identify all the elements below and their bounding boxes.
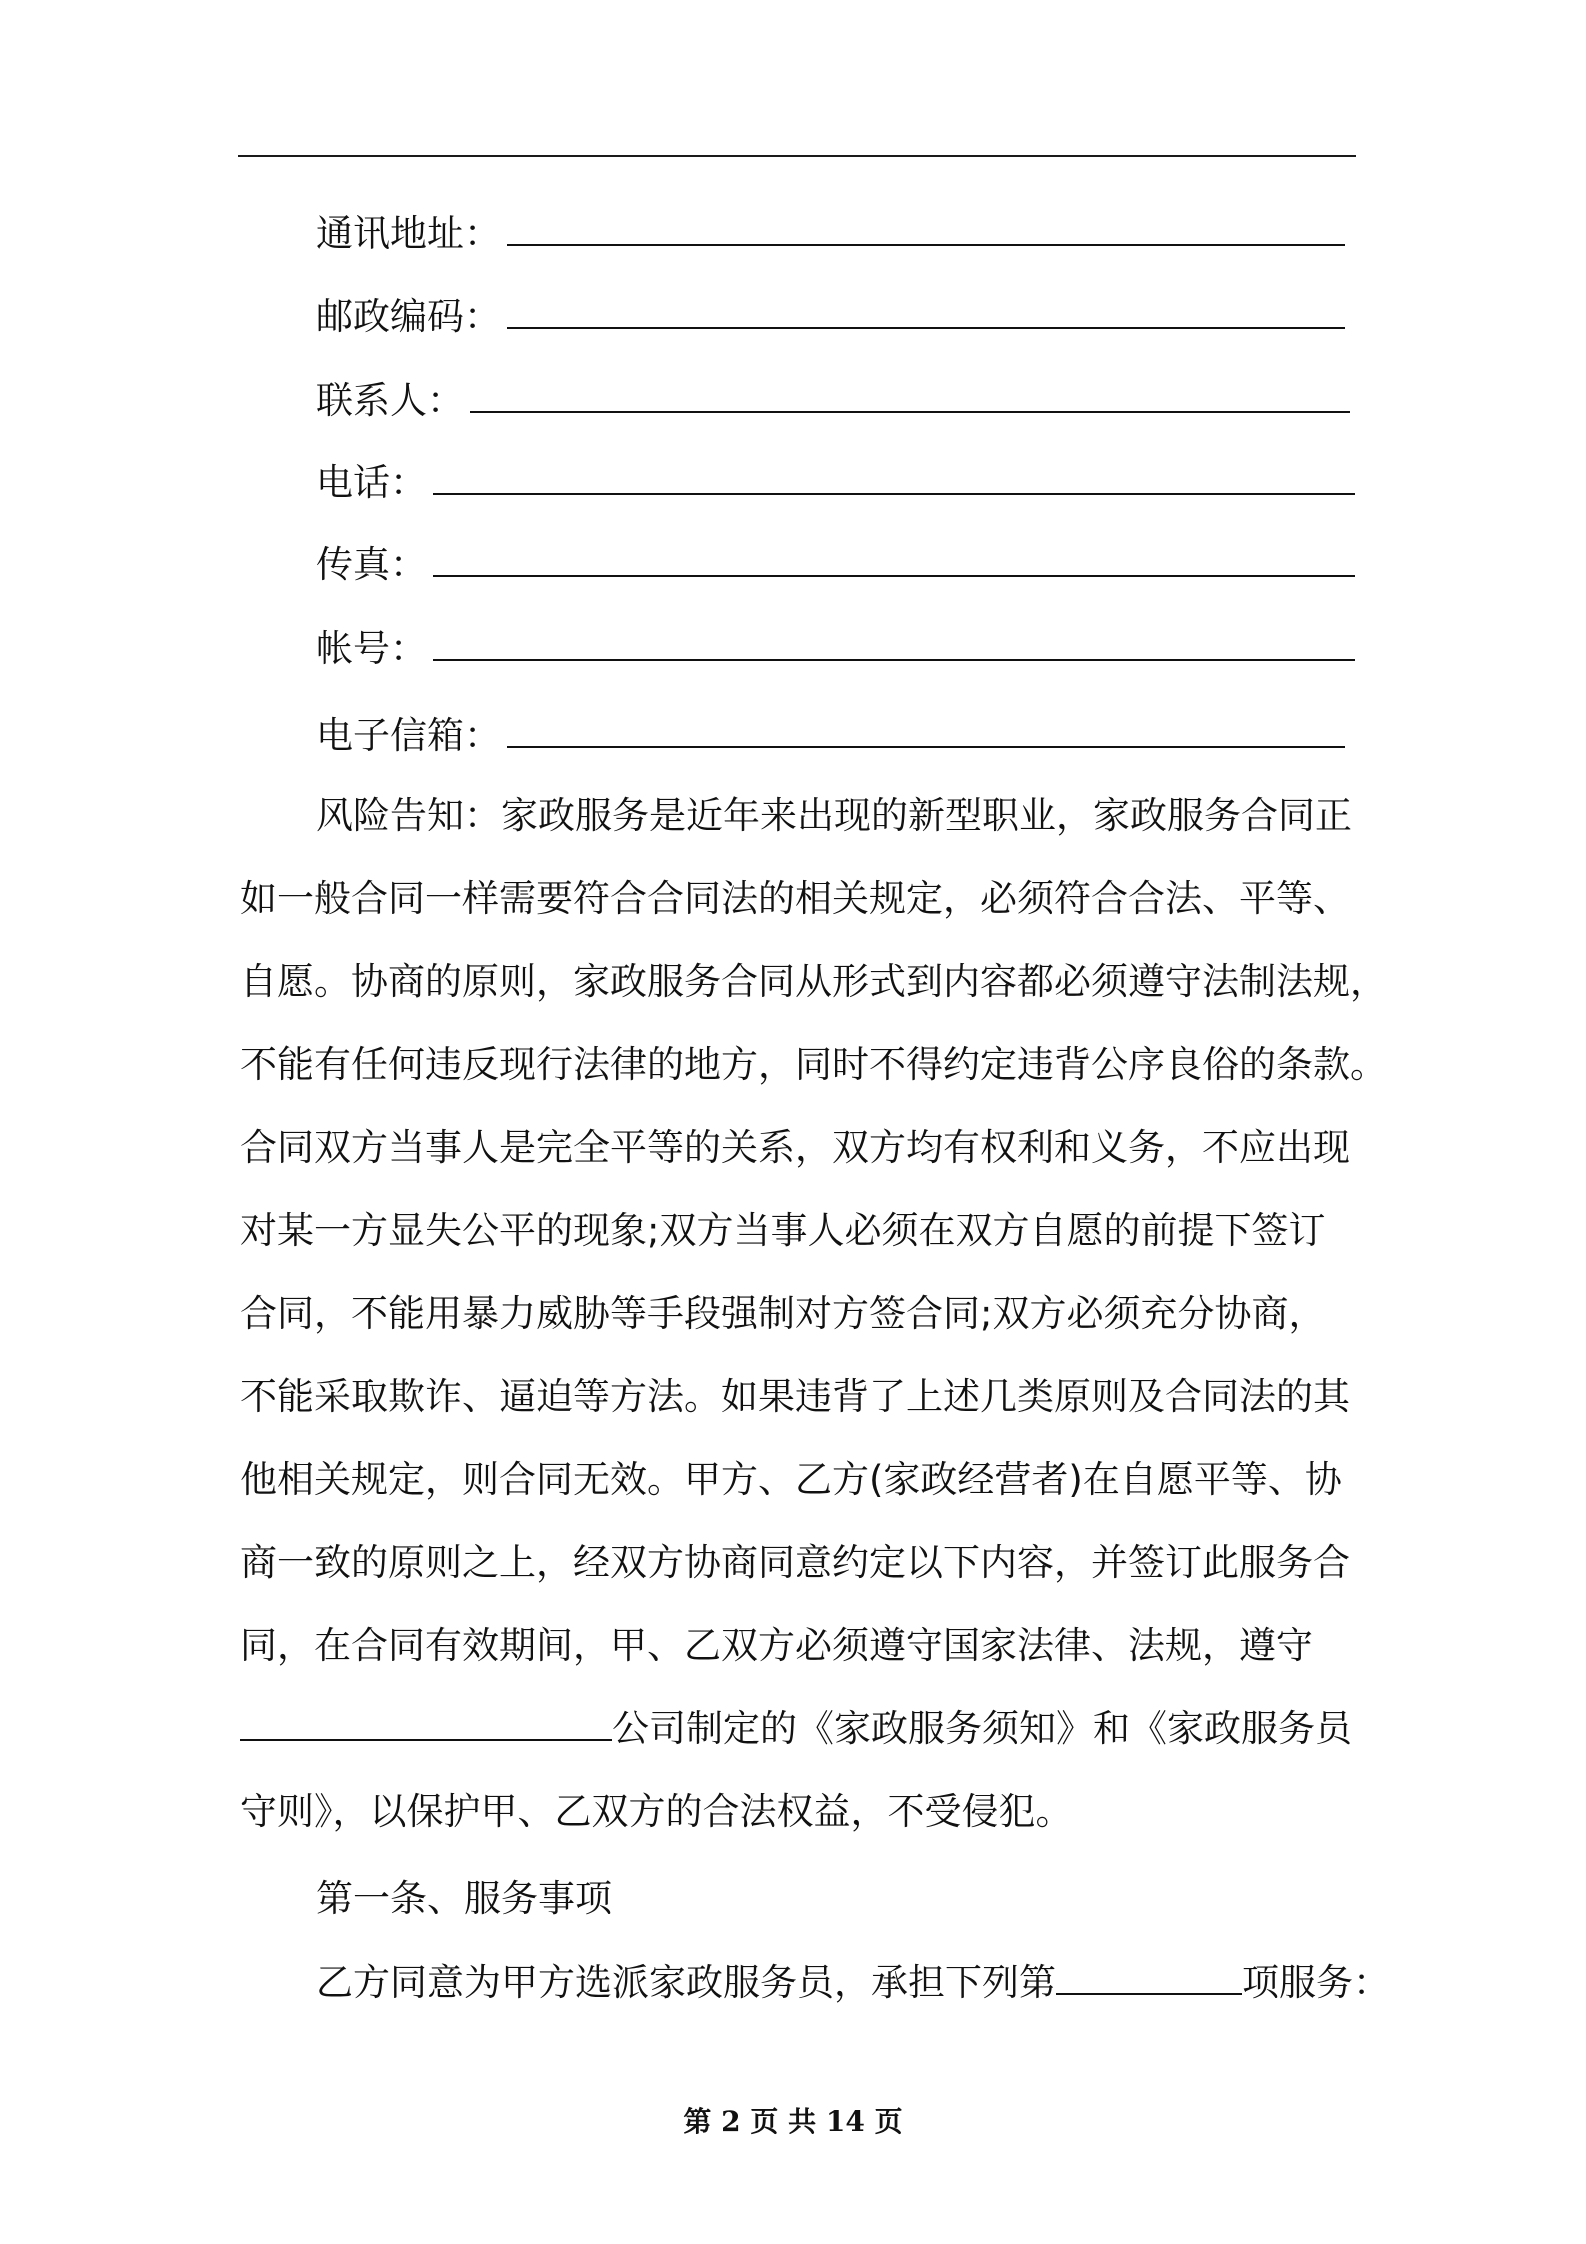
fill-in-line[interactable]	[470, 411, 1350, 413]
article-text-line	[316, 1961, 1390, 2004]
field-label: 帐号：	[316, 627, 427, 670]
paragraph-line: 同，在合同有效期间，甲、乙双方必须遵守国家法律、法规，遵守	[240, 1624, 1313, 1667]
paragraph-line: 他相关规定，则合同无效。甲方、乙方(家政经营者)在自愿平等、协	[240, 1458, 1342, 1501]
article-heading: 第一条、服务事项	[316, 1877, 612, 1920]
paragraph-line: 风险告知：家政服务是近年来出现的新型职业，家政服务合同正	[316, 794, 1352, 837]
field-label: 邮政编码：	[316, 295, 501, 338]
paragraph-line: 守则》，以保护甲、乙双方的合法权益，不受侵犯。	[240, 1790, 1073, 1833]
field-phone	[316, 461, 1355, 504]
field-address	[316, 212, 1345, 255]
field-fax	[316, 543, 1355, 586]
fill-in-line[interactable]	[433, 493, 1355, 495]
field-label: 电子信箱：	[316, 714, 501, 757]
page-footer: 第 2 页 共 14 页	[683, 2105, 903, 2138]
paragraph-text: 公司制定的《家政服务须知》和《家政服务员	[612, 1707, 1352, 1750]
paragraph-line-with-blank	[240, 1707, 1352, 1750]
fill-in-line[interactable]	[433, 659, 1355, 661]
field-label: 联系人：	[316, 379, 464, 422]
company-name-blank[interactable]	[240, 1739, 612, 1741]
paragraph-line: 合同，不能用暴力威胁等手段强制对方签合同;双方必须充分协商，	[240, 1292, 1326, 1335]
paragraph-line: 不能采取欺诈、逼迫等方法。如果违背了上述几类原则及合同法的其	[240, 1375, 1350, 1418]
fill-in-line[interactable]	[507, 746, 1345, 748]
field-label: 电话：	[316, 461, 427, 504]
field-account	[316, 627, 1355, 670]
field-email	[316, 714, 1345, 757]
header-rule	[238, 155, 1356, 157]
paragraph-line: 商一致的原则之上，经双方协商同意约定以下内容，并签订此服务合	[240, 1541, 1350, 1584]
fill-in-line[interactable]	[507, 244, 1345, 246]
field-postcode	[316, 295, 1345, 338]
field-label: 通讯地址：	[316, 212, 501, 255]
paragraph-line: 不能有任何违反现行法律的地方，同时不得约定违背公序良俗的条款。	[240, 1043, 1387, 1086]
fill-in-line[interactable]	[507, 327, 1345, 329]
article-text: 项服务：	[1242, 1961, 1390, 2004]
field-label: 传真：	[316, 543, 427, 586]
service-item-blank[interactable]	[1056, 1993, 1242, 1995]
paragraph-line: 对某一方显失公平的现象;双方当事人必须在双方自愿的前提下签订	[240, 1209, 1326, 1252]
fill-in-line[interactable]	[433, 575, 1355, 577]
paragraph-line: 合同双方当事人是完全平等的关系，双方均有权利和义务，不应出现	[240, 1126, 1350, 1169]
field-contact-person	[316, 379, 1350, 422]
paragraph-line: 自愿。协商的原则，家政服务合同从形式到内容都必须遵守法制法规，	[240, 960, 1387, 1003]
article-text: 乙方同意为甲方选派家政服务员，承担下列第	[316, 1961, 1056, 2004]
paragraph-line: 如一般合同一样需要符合合同法的相关规定，必须符合合法、平等、	[240, 877, 1350, 920]
